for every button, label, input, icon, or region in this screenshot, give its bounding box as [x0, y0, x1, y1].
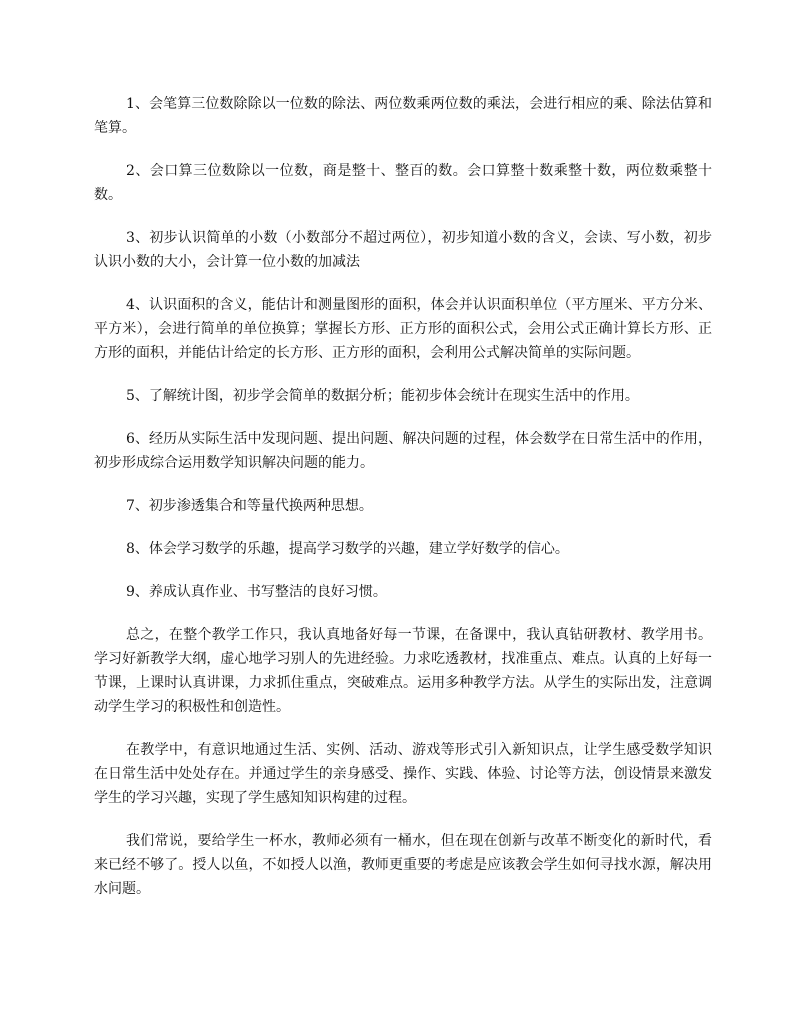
- paragraph-3: 3、初步认识简单的小数（小数部分不超过两位），初步知道小数的含义，会读、写小数，初步认识小数的大小，会计算一位小数的加减法: [94, 230, 712, 270]
- document-body: [94, 92, 712, 920]
- paragraph-summary: 总之，在整个教学工作只，我认真地备好每一节课，在备课中，我认真钻研教材、教学用书。学习好新教学大纲，虚心地学习别人的先进经验。力求吃透教材，找准重点、难点。认真的上好每一节课，上课时认真讲课，力求抓住重点，突破难点。运用多种教学方法。从学生的实际出发，注意调动学生学习的积极性和创造性。: [94, 627, 712, 715]
- paragraph-conclusion: 我们常说，要给学生一杯水，教师必须有一桶水，但在现在创新与改革不断变化的新时代，看来已经不够了。授人以鱼，不如授人以渔，教师更重要的考虑是应该教会学生如何寻找水源，解决用水问题。: [94, 833, 712, 897]
- paragraph-7: 7、初步渗透集合和等量代换两种思想。: [126, 498, 373, 514]
- paragraph-1: 1、会笔算三位数除除以一位数的除法、两位数乘两位数的乘法，会进行相应的乘、除法估算和笔算。: [94, 96, 712, 136]
- paragraph-8: 8、体会学习数学的乐趣，提高学习数学的兴趣，建立学好数学的信心。: [126, 541, 569, 557]
- paragraph-4: 4、认识面积的含义，能估计和测量图形的面积，体会并认识面积单位（平方厘米、平方分米、平方米），会进行简单的单位换算；掌握长方形、正方形的面积公式，会用公式正确计算长方形、正方形的面积，并能估计给定的长方形、正方形的面积，会利用公式解决简单的实际问题。: [94, 297, 712, 361]
- paragraph-9: 9、养成认真作业、书写整洁的良好习惯。: [126, 584, 387, 600]
- paragraph-teaching-methods: 在教学中，有意识地通过生活、实例、活动、游戏等形式引入新知识点，让学生感受数学知识在日常生活中处处存在。并通过学生的亲身感受、操作、实践、体验、讨论等方法，创设情景来激发学生的学习兴趣，实现了学生感知知识构建的过程。: [94, 742, 712, 806]
- paragraph-6: 6、经历从实际生活中发现问题、提出问题、解决问题的过程，体会数学在日常生活中的作用，初步形成综合运用数学知识解决问题的能力。: [94, 431, 712, 471]
- paragraph-5: 5、了解统计图，初步学会简单的数据分析；能初步体会统计在现实生活中的作用。: [126, 388, 639, 404]
- paragraph-2: 2、会口算三位数除以一位数，商是整十、整百的数。会口算整十数乘整十数，两位数乘整十数。: [94, 163, 712, 203]
